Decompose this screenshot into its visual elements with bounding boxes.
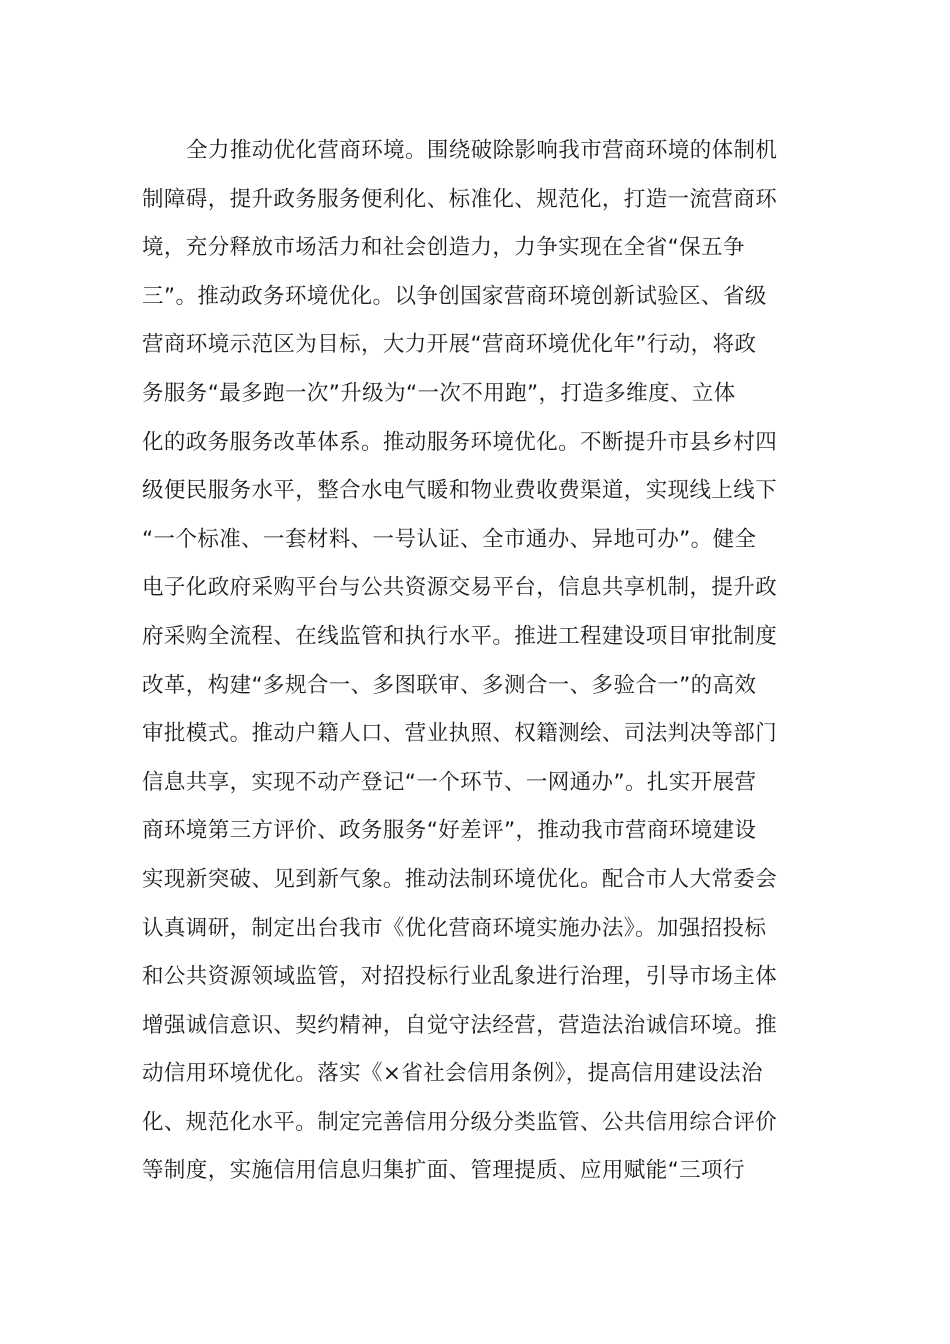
text-line: 府采购全流程、在线监管和执行水平。推进工程建设项目审批制度 (142, 623, 778, 649)
text-line: 全力推动优化营商环境。围绕破除影响我市营商环境的体制机 (186, 138, 778, 163)
text-line: 实现新突破、见到新气象。推动法制环境优化。配合市人大常委会 (142, 866, 778, 892)
text-line: 化、规范化水平。制定完善信用分级分类监管、公共信用综合评价 (142, 1109, 778, 1135)
text-line: 制障碍，提升政务服务便利化、标准化、规范化，打造一流营商环 (142, 186, 778, 212)
text-line: 化的政务服务改革体系。推动服务环境优化。不断提升市县乡村四 (142, 429, 778, 455)
text-line: 信息共享，实现不动产登记“一个环节、一网通办”。扎实开展营 (142, 769, 757, 795)
text-line: “一个标准、一套材料、一号认证、全市通办、异地可办”。健全 (142, 526, 757, 552)
text-line: 级便民服务水平，整合水电气暖和物业费收费渠道，实现线上线下 (142, 478, 778, 504)
text-line: 审批模式。推动户籍人口、营业执照、权籍测绘、司法判决等部门 (142, 721, 778, 747)
text-line: 境，充分释放市场活力和社会创造力，力争实现在全省“保五争 (142, 235, 745, 261)
text-line: 改革，构建“多规合一、多图联审、多测合一、多验合一”的高效 (142, 672, 757, 698)
text-line: 增强诚信意识、契约精神，自觉守法经营，营造法治诚信环境。推 (142, 1012, 778, 1038)
text-line: 商环境第三方评价、政务服务“好差评”，推动我市营商环境建设 (142, 818, 757, 844)
text-line: 和公共资源领域监管，对招投标行业乱象进行治理，引导市场主体 (142, 964, 778, 990)
text-line: 电子化政府采购平台与公共资源交易平台，信息共享机制，提升政 (142, 575, 778, 601)
body-text (142, 127, 802, 1196)
text-line: 等制度，实施信用信息归集扩面、管理提质、应用赋能“三项行 (142, 1158, 745, 1184)
text-line: 认真调研，制定出台我市《优化营商环境实施办法》。加强招投标 (142, 915, 767, 941)
text-line: 营商环境示范区为目标，大力开展“营商环境优化年”行动，将政 (142, 332, 757, 358)
text-line: 三”。推动政务环境优化。以争创国家营商环境创新试验区、省级 (142, 283, 767, 309)
text-line: 务服务“最多跑一次”升级为“一次不用跑”，打造多维度、立体 (142, 380, 736, 406)
text-line: 动信用环境优化。落实《×省社会信用条例》，提高信用建设法治 (142, 1061, 763, 1087)
